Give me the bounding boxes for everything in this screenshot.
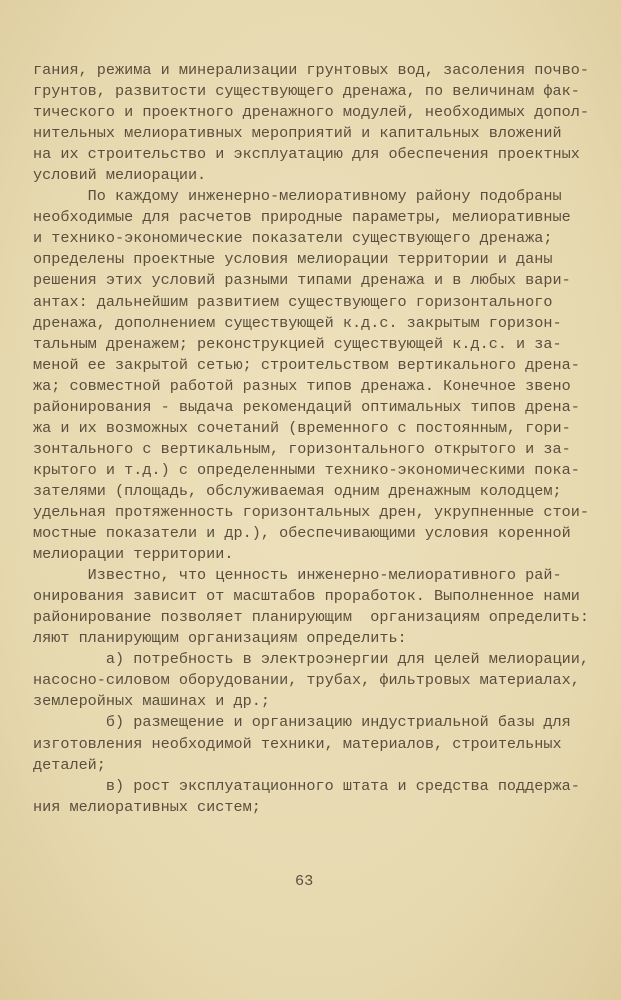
text-line: землеройных машинах и др.; [33,692,270,711]
text-line: насосно-силовом оборудовании, трубах, фильтровых материалах, [33,671,580,690]
text-line: грунтов, развитости существующего дренажа, по величинам фак- [33,82,580,101]
text-line: определены проектные условия мелиорации территории и даны [33,250,553,269]
text-line: антах: дальнейшим развитием существующего горизонтального [33,292,553,311]
text-line: жа и их возможных сочетаний (временного с постоянным, гори- [33,418,571,437]
text-line: мелиорации территории. [33,545,234,564]
text-line: на их строительство и эксплуатацию для обеспечения проектных [33,145,580,164]
text-line: зонтального с вертикальным, горизонтального открытого и за- [33,439,571,458]
text-line: а) потребность в электроэнергии для целей мелиорации, [33,650,589,669]
text-line: и технико-экономические показатели существующего дренажа; [33,229,553,248]
text-line: жа; совместной работой разных типов дренажа. Конечное звено [33,376,571,395]
text-line: удельная протяженность горизонтальных дрен, укрупненные стои- [33,502,589,521]
text-line: нительных мелиоративных мероприятий и капитальных вложений [33,124,562,143]
text-line: условий мелиорации. [33,166,207,185]
text-line: изготовления необходимой техники, материалов, строительных [33,734,562,753]
body-text [33,60,589,818]
text-line: дренажа, дополнением существующей к.д.с. закрытым горизон- [33,313,562,332]
text-line: гания, режима и минерализации грунтовых вод, засоления почво- [33,61,589,79]
text-line: тальным дренажем; реконструкцией существующей к.д.с. и за- [33,334,562,353]
text-line: районирование позволяет планирующим организациям определить: [33,608,589,627]
text-line: меной ее закрытой сетью; строительством вертикального дрена- [33,355,580,374]
text-line: районирования - выдача рекомендаций оптимальных типов дрена- [33,397,580,416]
text-line: По каждому инженерно-мелиоративному району подобраны [33,187,562,206]
text-line: онирования зависит от масштабов проработок. Выполненное нами [33,587,580,606]
text-line: Известно, что ценность инженерно-мелиоративного рай- [33,566,562,585]
text-line: крытого и т.д.) с определенными технико-экономическими пока- [33,460,580,479]
text-line: б) размещение и организацию индустриальной базы для [33,713,571,732]
text-line: необходимые для расчетов природные параметры, мелиоративные [33,208,571,227]
text-line: мостные показатели и др.), обеспечивающими условия коренной [33,524,571,543]
page-number: 63 [295,872,314,890]
text-line: ния мелиоративных систем; [33,797,261,816]
text-line: в) рост эксплуатационного штата и средства поддержа- [33,776,580,795]
text-line: тического и проектного дренажного модулей, необходимых допол- [33,103,589,122]
text-line: деталей; [33,755,106,774]
text-line: ляют планирующим организациям определить: [33,629,407,648]
text-line: зателями (площадь, обслуживаемая одним дренажным колодцем; [33,481,562,500]
text-line: решения этих условий разными типами дренажа и в любых вари- [33,271,571,290]
